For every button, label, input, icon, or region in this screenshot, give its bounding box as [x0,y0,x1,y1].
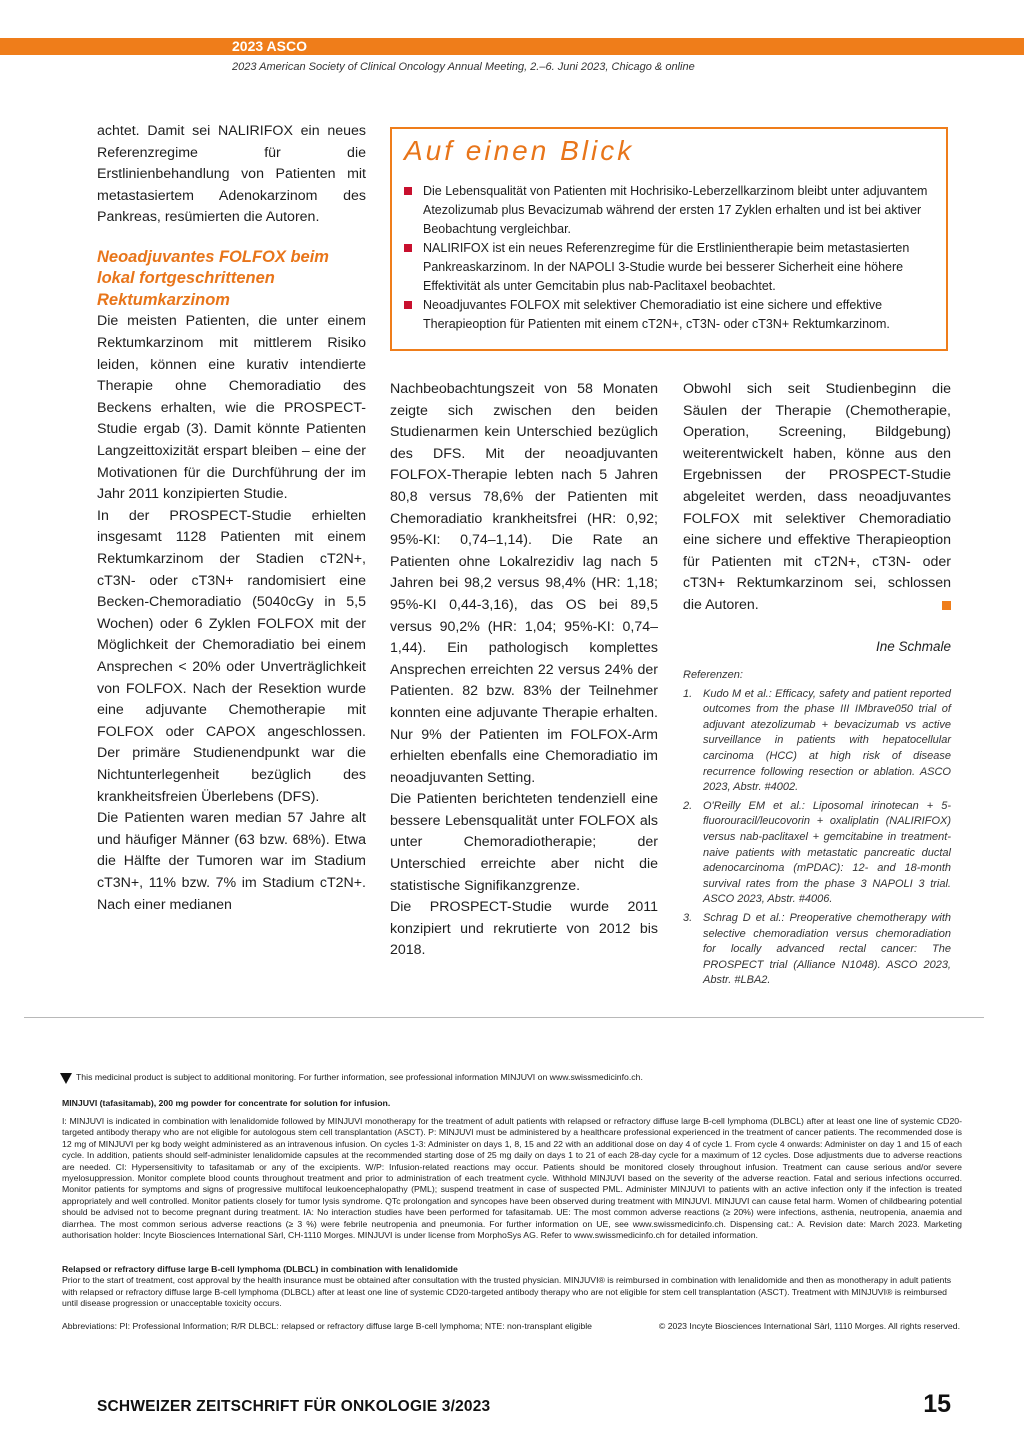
square-bullet-icon [404,244,412,252]
summary-box [390,127,948,351]
monitoring-notice: This medicinal product is subject to additional monitoring. For further information, see professional information MINJUVI on www.swissmedicinfo.ch. [76,1072,643,1082]
reimbursement-section [62,1264,962,1310]
reference-number: 2. [683,799,693,812]
summary-item [404,182,932,239]
summary-item-text: Neoadjuvantes FOLFOX mit selektiver Chemoradiatio ist eine sichere und effektive Therapieoption für Patienten mit einem cT2N+, cT3N- oder cT3N+ Rektumkarzinom. [423,298,890,331]
paragraph: Die PROSPECT-Studie wurde 2011 konzipiert und rekrutierte von 2012 bis 2018. [390,899,658,959]
author-name: Ine Schmale [875,639,951,654]
paragraph: Die Patienten berichteten tendenziell eine bessere Lebensqualität unter FOLFOX als unter Chemoradiotherapie; der Unterschied erreichte aber nicht die statistische Signifikanzgrenze. [390,791,658,894]
paragraph: Nachbeobachtungszeit von 58 Monaten zeigte sich zwischen den beiden Studienarmen kein Unterschied bezüglich des DFS. Mit der neoadjuvanten FOLFOX-Therapie lebten nach 5 Jahren 80,8 versus 78,6% der Patienten mit Chemoradiatio krankheitsfrei (HR: 0,92; 95%-KI: 0,74–1,14). Die Rate an Patienten ohne Lokalrezidiv lag nach 5 Jahren bei 98,2 versus 98,4% (HR: 1,18; 95%-KI 0,44-3,16), das OS bei 89,5 versus 90,2% (HR: 1,04; 95%-KI: 0,74–1,44). Ein pathologisch komplettes Ansprechen erreichten 22 versus 24% der Patienten. 82 bzw. 83% der Teilnehmer konnten eine adjuvante Therapie erhalten. Nur 9% der Patienten im FOLFOX-Arm erhielten ebenfalls eine Chemoradiatio im neoadjuvanten Setting. [390,381,658,786]
reference-item [683,911,951,989]
section-tag: 2023 ASCO [232,38,307,54]
end-mark-icon [942,601,951,610]
column-3 [683,379,951,617]
reference-number: 3. [683,911,693,924]
paragraph: Die meisten Patienten, die unter einem Rektumkarzinom mit mittlerem Risiko leiden, können eine kurativ intendierte Therapie ohne Chemoradiatio des Beckens erhalten, wie die PROSPECT-Studie ergab (3). Damit könnte Patienten Langzeittoxizität erspart bleiben – eine der Motivationen für die Durchführung der im Jahr 2011 konzipierten Studie. [97,313,366,503]
copyright: © 2023 Incyte Biosciences International Sàrl, 1110 Morges. All rights reserved. [658,1321,960,1331]
square-bullet-icon [404,301,412,309]
divider [24,1017,984,1018]
header-bar [0,38,1024,55]
reimbursement-heading: Relapsed or refractory diffuse large B-cell lymphoma (DLBCL) in combination with lenalidomide [62,1264,458,1274]
abbreviations: Abbreviations: PI: Professional Information; R/R DLBCL: relapsed or refractory diffuse large B-cell lymphoma; NTE: non-transplant eligible [62,1321,593,1331]
column-1 [97,121,366,916]
summary-item-text: NALIRIFOX ist ein neues Referenzregime für die Erstlinientherapie beim metastasierten Pankreaskarzinom. In der NAPOLI 3-Studie wurde bei besserer Sicherheit eine höhere Effektivität als unter Gemcitabin plus nab-Paclitaxel beobachtet. [423,241,910,293]
column-2 [390,379,658,962]
references [683,668,951,992]
references-heading: Referenzen: [683,669,743,681]
reference-number: 1. [683,687,693,700]
paragraph: achtet. Damit sei NALIRIFOX ein neues Referenzregime für die Erstlinienbehandlung von Patienten mit metastasiertem Adenokarzinom des Pankreas, resümierten die Autoren. [97,123,366,226]
section-heading: Neoadjuvantes FOLFOX beim lokal fortgeschrittenen Rektumkarzinom [97,247,329,309]
reimbursement-text: Prior to the start of treatment, cost approval by the health insurance must be obtained after consultation with the trusted physician. MINJUVI® is reimbursed in combination with lenalidomide and then as monotherapy in adult patients with relapsed or refractory diffuse large B-cell lymphoma (DLBCL) after at least one line of systemic CD20-targeted antibody therapy who are not eligible for stem cell transplantation (ASCT). Treatment with MINJUVI® is reimbursed until disease progression or unacceptable toxicity occurs. [62,1275,952,1309]
paragraph: Die Patienten waren median 57 Jahre alt und häufiger Männer (63 bzw. 68%). Etwa die Hälfte der Tumoren war im Stadium cT3N+, 11% bzw. 7% im Stadium cT2N+. Nach einer medianen [97,810,366,913]
reference-text: O'Reilly EM et al.: Liposomal irinotecan + 5-fluorouracil/leucovorin + oxaliplatin (NALIRIFOX) versus nab-paclitaxel + gemcitabine in treatment-naive patients with metastatic pancreatic ductal adenocarcinoma (mPDAC): 12- and 18-month survival rates from the phase 3 NAPOLI 3 trial. ASCO 2023, Abstr. #4006. [703,799,951,906]
summary-box-title: Auf einen Blick [404,135,635,166]
summary-list [404,182,932,334]
reference-item [683,799,951,908]
page-number: 15 [923,1390,951,1418]
black-triangle-icon [60,1073,72,1084]
reference-item [683,687,951,796]
summary-item-text: Die Lebensqualität von Patienten mit Hochrisiko-Leberzellkarzinom bleibt unter adjuvantem Atezolizumab plus Bevacizumab während der ersten 17 Zyklen erhalten und ist bei aktiver Beobachtung vergleichbar. [423,184,928,236]
reference-text: Kudo M et al.: Efficacy, safety and patient reported outcomes from the phase III IMbrave050 trial of adjuvant atezolizumab + bevacizumab vs active surveillance in patients with hepatocellular carcinoma (HCC) at high risk of disease recurrence following resection or ablation. ASCO 2023, Abstr. #4002. [703,687,951,794]
reference-text: Schrag D et al.: Preoperative chemotherapy with selective chemoradiation versus chemoradiation for locally advanced rectal cancer: The PROSPECT trial (Alliance N1048). ASCO 2023, Abstr. #LBA2. [703,911,951,987]
paragraph-text: Obwohl sich seit Studienbeginn die Säulen der Therapie (Chemotherapie, Operation, Screening, Bildgebung) weiterentwickelt haben, könne aus den Ergebnissen der PROSPECT-Studie abgeleitet werden, dass neoadjuvantes FOLFOX mit selektiver Chemoradiatio eine sichere und effektive Therapieoption für Patienten mit cT2N+, cT3N- oder cT3N+ Rektumkarzinom sei, schlossen die Autoren. [683,381,951,613]
meeting-subtitle: 2023 American Society of Clinical Oncology Annual Meeting, 2.–6. Juni 2023, Chicago & online [232,61,695,73]
product-name: MINJUVI (tafasitamab), 200 mg powder for concentrate for solution for infusion. [62,1098,391,1108]
paragraph: In der PROSPECT-Studie erhielten insgesamt 1128 Patienten mit einem Rektumkarzinom der Stadien cT2N+, cT3N- oder cT3N+ randomisiert eine Becken-Chemoradiatio (5040cGy in 5,5 Wochen) oder 6 Zyklen FOLFOX mit der Möglichkeit der Chemoradiatio bei einem Ansprechen < 20% oder Unverträglichkeit von FOLFOX. Nach der Resektion wurde eine adjuvante Chemotherapie mit FOLFOX oder CAPOX angeschlossen. Der primäre Studienendpunkt war die Nichtunterlegenheit bezüglich des krankheitsfreien Überlebens (DFS). [97,507,366,805]
prescribing-information: I: MINJUVI is indicated in combination with lenalidomide followed by MINJUVI monotherapy for the treatment of adult patients with relapsed or refractory diffuse large B-cell lymphoma (DLBCL) after at least one line of systemic CD20-targeted antibody therapy who are not eligible for autologous stem cell transplantation (ASCT). P: MINJUVI must be administered by a healthcare professional experienced in the treatment of cancer patients. The recommended dose is 12 mg of MINJUVI per kg body weight administered as an intravenous infusion. On cycles 1-3: Administer on days 1, 8, 15 and 22 with an additional dose on day 4 of cycle 1. From cycle 4 onwards: Administer on day 1 and 15 of each cycle. In addition, patients should self-administer lenalidomide capsules at the recommended starting dose of 25 mg daily on days 1 to 21 of each 28-day cycle for a maximum of 12 cycles. Dose adjustments due to adverse reactions are needed. CI: Hypersensitivity to tafasitamab or any of the excipients. W/P: Infusion-related reactions may occur. Patients should be monitored closely throughout infusion. Treatment can cause serious and/or severe myelosuppression. Monitor complete blood counts throughout treatment and prior to administration of each treatment cycle. Withhold MINJUVI based on the severity of the adverse reaction. Fatal and serious infections occurred. Monitor patients for symptoms and signs of progressive multifocal leukoencephalopathy (PML); suspend treatment in case of suspected PML. Administer MINJUVI to patients with an active infection only if the infection is treated appropriately and well controlled. Monitor patients closely for tumor lysis syndrome. QTc prolongation and syncopes have been observed during treatment with MINJUVI. MINJUVI can cause fetal harm. Women of childbearing potential should be advised not to become pregnant during treatment. IA: No interaction studies have been performed for tafasitamab. UE: The most common adverse reactions (≥ 20%) were infections, asthenia, neutropenia, anaemia and diarrhea. The most common serious adverse reactions (≥ 3 %) were febrile neutropenia and pneumonia. For further information on UE, see www.swissmedicinfo.ch. Dispensing cat.: A. Revision date: March 2023. Marketing authorisation holder: Incyte Biosciences International Sàrl, CH-1110 Morges. MINJUVI is under license from MorphoSys AG. Refer to www.swissmedicinfo.ch for detailed information. [62,1116,962,1241]
references-list [683,687,951,989]
paragraph [683,379,951,617]
journal-name: SCHWEIZER ZEITSCHRIFT FÜR ONKOLOGIE 3/2023 [97,1398,491,1415]
square-bullet-icon [404,187,412,195]
summary-item [404,296,932,334]
summary-item [404,239,932,296]
